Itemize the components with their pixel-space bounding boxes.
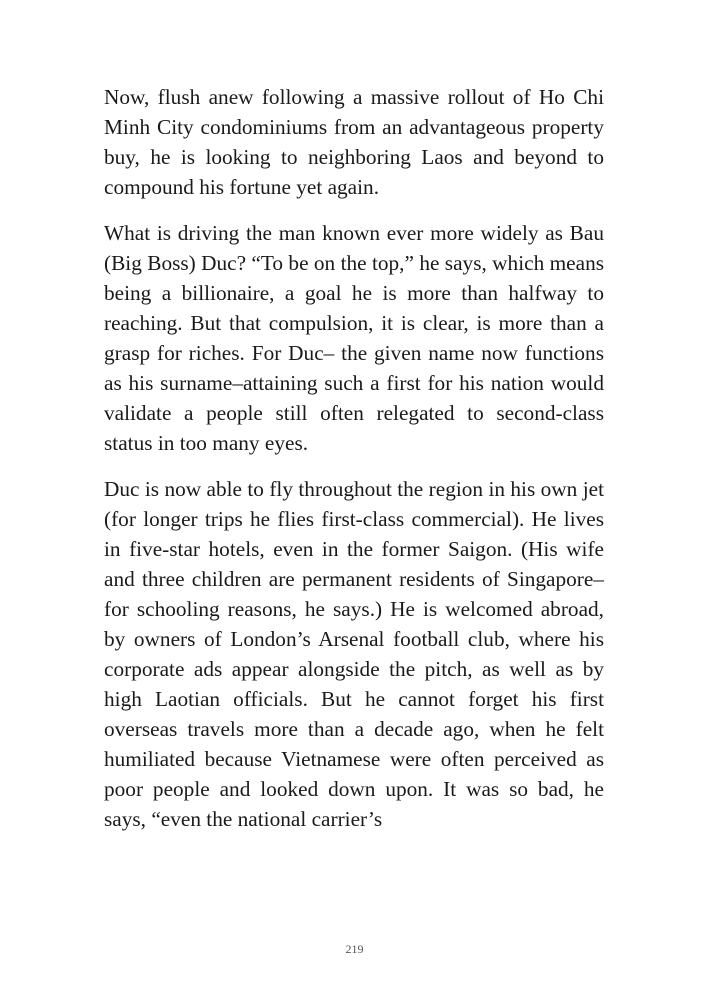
page-body — [104, 82, 604, 850]
paragraph-3: Duc is now able to fly throughout the region in his own jet (for longer trips he flies first-class commercial). He lives in five-star hotels, even in the former Saigon. (His wife and three children are permanent residents of Singapore–for schooling reasons, he says.) He is welcomed abroad, by owners of London’s Arsenal football club, where his corporate ads appear alongside the pitch, as well as by high Laotian officials. But he cannot forget his first overseas travels more than a decade ago, when he felt humiliated because Vietnamese were often perceived as poor people and looked down upon. It was so bad, he says, “even the national carrier’s — [104, 477, 604, 831]
paragraph-1: Now, flush anew following a massive rollout of Ho Chi Minh City condominiums from an advantageous property buy, he is looking to neighboring Laos and beyond to compound his fortune yet again. — [104, 85, 604, 199]
page-number: 219 — [345, 942, 364, 956]
paragraph-2: What is driving the man known ever more widely as Bau (Big Boss) Duc? “To be on the top,” he says, which means being a billionaire, a goal he is more than halfway to reaching. But that compulsion, it is clear, is more than a grasp for riches. For Duc– the given name now functions as his surname–attaining such a first for his nation would validate a people still often relegated to second-class status in too many eyes. — [104, 221, 604, 455]
